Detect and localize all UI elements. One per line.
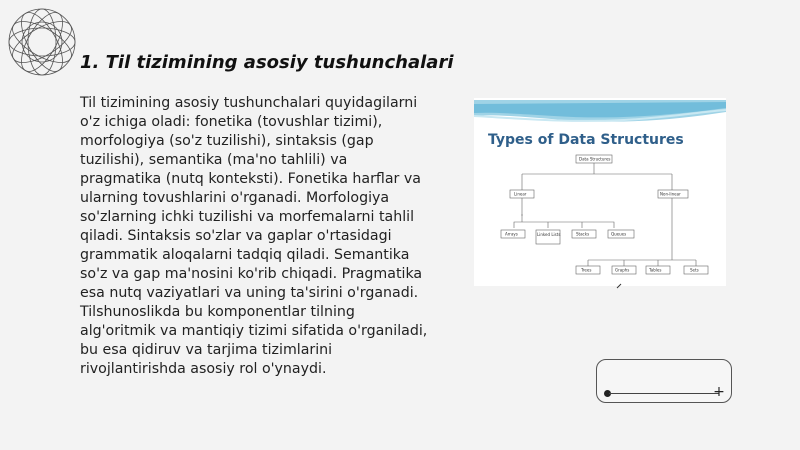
tree-node-linear-label: Linear [514,191,527,197]
tree-node-nonlinear-label: Non-linear [660,191,681,197]
data-structures-image [474,98,726,286]
tree-node-arrays-label: Arrays [505,231,518,237]
wave-banner [474,98,726,128]
tree-node-sets-label: Sets [690,267,699,273]
tree-node-stacks-label: Stacks [576,231,590,237]
plus-icon[interactable]: + [713,384,725,400]
player-progress-track[interactable] [609,393,719,394]
data-structure-tree [474,152,726,286]
tree-node-linked-lists-label: Linked Lists [537,232,561,237]
media-player-bar[interactable] [596,359,732,403]
tree-node-tables-label: Tables [649,267,662,273]
circular-knot-logo [4,4,80,80]
tree-node-graphs-label: Graphs [615,267,630,273]
slide-body-text: Til tizimining asosiy tushunchalari quyidagilarni o'z ichiga oladi: fonetika (tovushlar tizimi), morfologiya (so'z tuzilishi), sintaksis (gap tuzilishi), semantika (ma'no tahlili) va pragmatika (nutq konteksti). Fonetika harflar va ularning tovushlarini o'rganadi. Morfologiya so'zlarning ichki tuzilishi va morfemalarni tahlil qiladi. Sintaksis so'zlar va gaplar o'rtasidagi grammatik aloqalarni tadqiq qiladi. Semantika so'z va gap ma'nosini ko'rib chiqadi. Pragmatika esa nutq vaziyatlari va uning ta'sirini o'rganadi. Tilshunoslikda bu komponentlar tilning alg'oritmik va mantiqiy tizimi sifatida o'rganiladi, bu esa qidiruv va tarjima tizimlarini rivojlantirishda asosiy rol o'ynaydi. [80,95,428,377]
pointer-mark-icon [616,283,622,289]
slide-title: 1. Til tizimining asosiy tushunchalari [80,52,454,73]
image-title: Types of Data Structures [488,132,684,148]
tree-node-queues-label: Queues [611,231,627,237]
tree-node-trees-label: Trees [581,267,592,273]
tree-node-root-label: Data Structures [579,156,611,162]
